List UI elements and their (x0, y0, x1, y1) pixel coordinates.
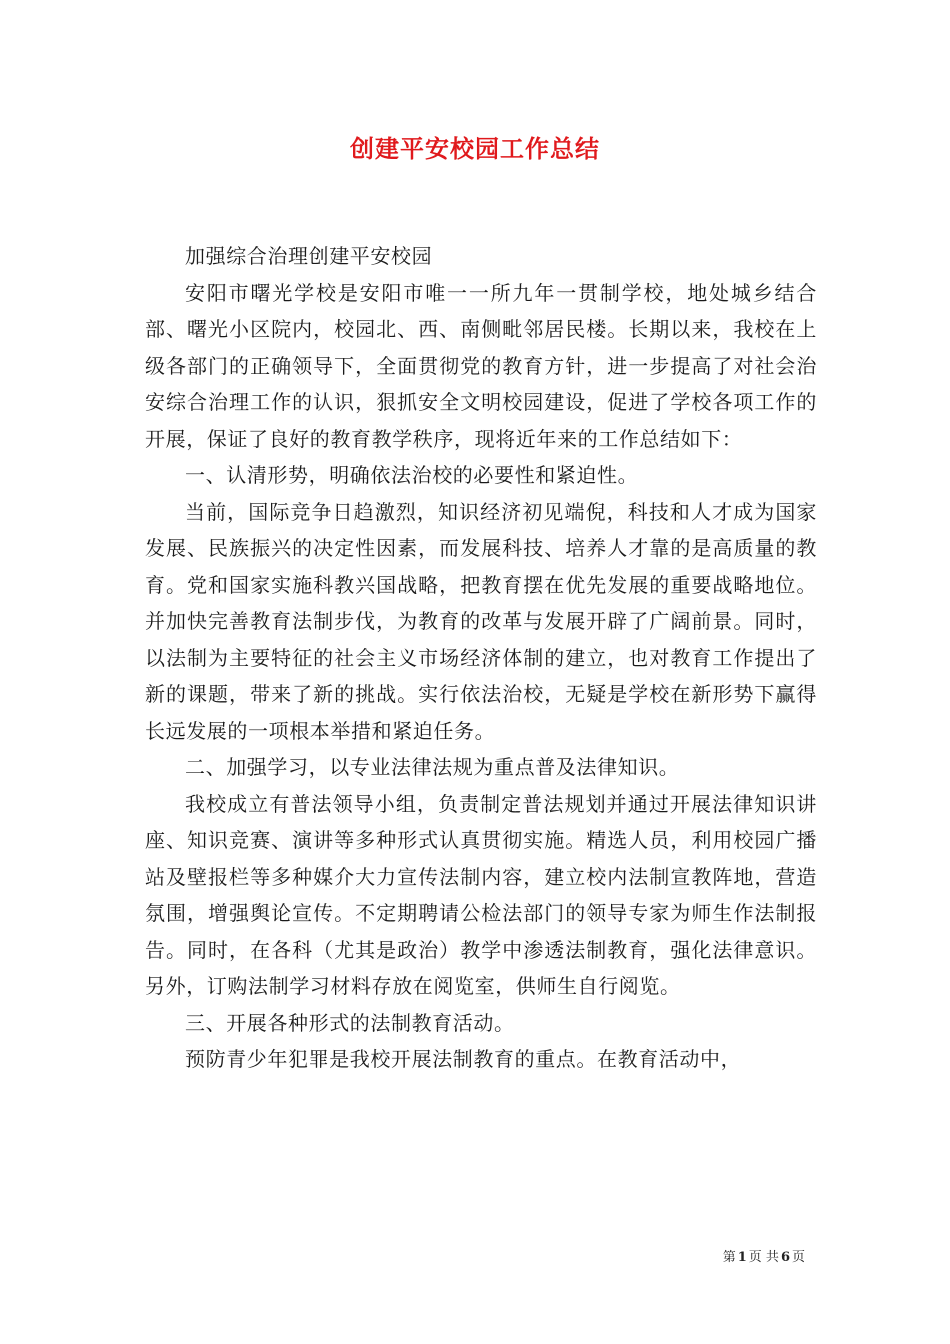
section-heading-3: 三、开展各种形式的法制教育活动。 (185, 1010, 515, 1035)
document-title: 创建平安校园工作总结 (350, 134, 600, 163)
section-heading-2: 二、加强学习，以专业法律法规为重点普及法律知识。 (185, 755, 680, 779)
footer-middle: 页 共 (748, 1250, 779, 1265)
section-2-paragraph: 我校成立有普法领导小组，负责制定普法规划并通过开展法律知识讲座、知识竞赛、演讲等多种形式认真贯彻实施。精选人员，利用校园广播站及壁报栏等多种媒介大力宣传法制内容，建立校内法制宣教阵地，营造氛围，增强舆论宣传。不定期聘请公检法部门的领导专家为师生作法制报告。同时，在各科（尤其是政治）教学中渗透法制教育，强化法律意识。另外，订购法制学习材料存放在阅览室，供师生自行阅览。 (145, 791, 817, 998)
page-footer (723, 1249, 805, 1267)
footer-current-page: 1 (737, 1250, 747, 1265)
section-heading-1: 一、认清形势，明确依法治校的必要性和紧迫性。 (185, 463, 639, 487)
footer-prefix: 第 (722, 1250, 736, 1265)
section-1-paragraph: 当前，国际竞争日趋激烈，知识经济初见端倪，科技和人才成为国家发展、民族振兴的决定性因素，而发展科技、培养人才靠的是高质量的教育。党和国家实施科教兴国战略，把教育摆在优先发展的重要战略地位。并加快完善教育法制步伐，为教育的改革与发展开辟了广阔前景。同时，以法制为主要特征的社会主义市场经济体制的建立，也对教育工作提出了新的课题，带来了新的挑战。实行依法治校，无疑是学校在新形势下赢得长远发展的一项根本举措和紧迫任务。 (145, 499, 817, 743)
section-3-paragraph: 预防青少年犯罪是我校开展法制教育的重点。在教育活动中， (185, 1047, 742, 1071)
footer-total-pages: 6 (780, 1250, 790, 1265)
intro-paragraph: 安阳市曙光学校是安阳市唯一一所九年一贯制学校，地处城乡结合部、曙光小区院内，校园北、西、南侧毗邻居民楼。长期以来，我校在上级各部门的正确领导下，全面贯彻党的教育方针，进一步提高了对社会治安综合治理工作的认识，狠抓安全文明校园建设，促进了学校各项工作的开展，保证了良好的教育教学秩序，现将近年来的工作总结如下： (145, 280, 817, 451)
section-subtitle: 加强综合治理创建平安校园 (185, 244, 433, 268)
document-body (145, 238, 817, 1078)
footer-suffix: 页 (791, 1250, 805, 1265)
